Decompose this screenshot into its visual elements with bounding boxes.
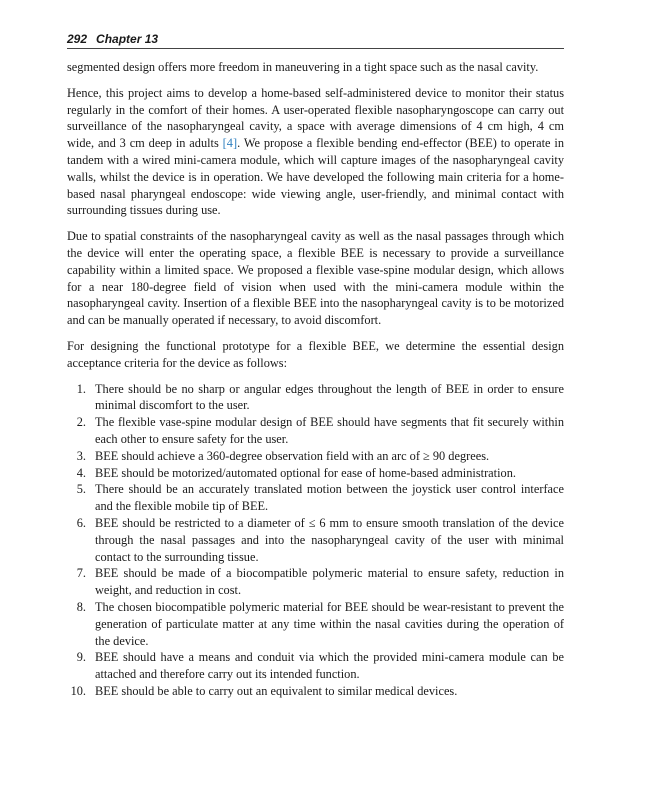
list-number: 6.: [76, 515, 86, 530]
list-item: [67, 683, 564, 700]
chapter-title: Chapter 13: [96, 32, 159, 46]
list-item: [67, 515, 564, 565]
page: [67, 32, 564, 700]
list-number: 2.: [76, 415, 86, 430]
paragraph-text: . We propose a flexible bending end-effector (BEE) to operate in tandem with a wired mini-camera module, which will capture images of the nasopharyngeal cavity walls, whilst the device is in operation. We have developed the following main criteria for a home-based nasal pharyngeal endoscope: wide viewing angle, user-friendly, and minimal contact with surrounding tissues during use.: [67, 136, 564, 218]
list-number: 7.: [76, 566, 86, 581]
list-number: 1.: [76, 381, 86, 396]
paragraph-continued: segmented design offers more freedom in maneuvering in a tight space such as the nasal cavity.: [67, 60, 539, 74]
list-item: [67, 599, 564, 649]
paragraph-spatial-constraints: Due to spatial constraints of the nasopharyngeal cavity as well as the nasal passages through which the device will enter the operating space, a flexible BEE is necessary to provide a surveillance capability within a limited space. We proposed a flexible vase-spine modular design, which allows for a near 180-degree field of vision when used with the mini-camera module within the nasopharyngeal cavity. Insertion of a flexible BEE into the nasopharyngeal cavity is to be motorized and can be manually operated if necessary, to avoid discomfort.: [67, 229, 564, 328]
list-number: 10.: [70, 683, 86, 698]
page-number: 292: [67, 32, 88, 46]
paragraph-design-criteria-intro: For designing the functional prototype for a flexible BEE, we determine the essential design acceptance criteria for the device as follows:: [67, 338, 564, 370]
list-number: 4.: [76, 465, 86, 480]
list-text: BEE should be able to carry out an equivalent to similar medical devices.: [95, 683, 458, 698]
list-text: BEE should be made of a biocompatible polymeric material to ensure safety, reduction in weight, and reduction in cost.: [95, 566, 564, 598]
list-text: BEE should be restricted to a diameter of ≤ 6 mm to ensure smooth translation of the device through the nasal passages and into the nasopharyngeal cavity of the user with minimal contact to the surrounding tissue.: [95, 515, 564, 564]
running-head: [67, 32, 564, 49]
list-item: [67, 481, 564, 515]
list-text: BEE should be motorized/automated optional for ease of home-based administration.: [95, 465, 516, 480]
list-item: [67, 565, 564, 599]
list-item: [67, 649, 564, 683]
criteria-list: [67, 381, 564, 700]
list-number: 5.: [76, 482, 86, 497]
list-text: BEE should have a means and conduit via which the provided mini-camera module can be attached and therefore carry out its intended function.: [95, 650, 564, 682]
list-text: There should be an accurately translated motion between the joystick user control interface and the flexible mobile tip of BEE.: [95, 482, 564, 514]
paragraph-project-aims: [67, 85, 564, 219]
list-number: 3.: [76, 448, 86, 463]
list-text: BEE should achieve a 360-degree observation field with an arc of ≥ 90 degrees.: [95, 448, 490, 463]
list-item: [67, 465, 564, 482]
list-text: The chosen biocompatible polymeric material for BEE should be wear-resistant to prevent the generation of particulate matter at any time within the nasal cavities during the operation of the device.: [95, 599, 564, 648]
list-item: [67, 414, 564, 448]
list-text: The flexible vase-spine modular design of BEE should have segments that fit securely within each other to ensure safety for the user.: [95, 415, 564, 446]
list-text: There should be no sharp or angular edges throughout the length of BEE in order to ensure minimal discomfort to the user.: [95, 381, 564, 413]
list-number: 8.: [76, 599, 86, 614]
list-item: [67, 381, 564, 415]
list-item: [67, 448, 564, 465]
citation-link[interactable]: [4]: [222, 136, 238, 151]
paragraph-text: Hence, this project aims to develop a home-based self-administered device to monitor their status regularly in the comfort of their homes. A user-operated flexible nasopharyngoscope can carry out surveillance of the nasopharyngeal cavity, a space with average dimensions of 4 cm high, 4 cm wide, and 3 cm deep in adults: [67, 85, 564, 151]
list-number: 9.: [76, 650, 86, 665]
